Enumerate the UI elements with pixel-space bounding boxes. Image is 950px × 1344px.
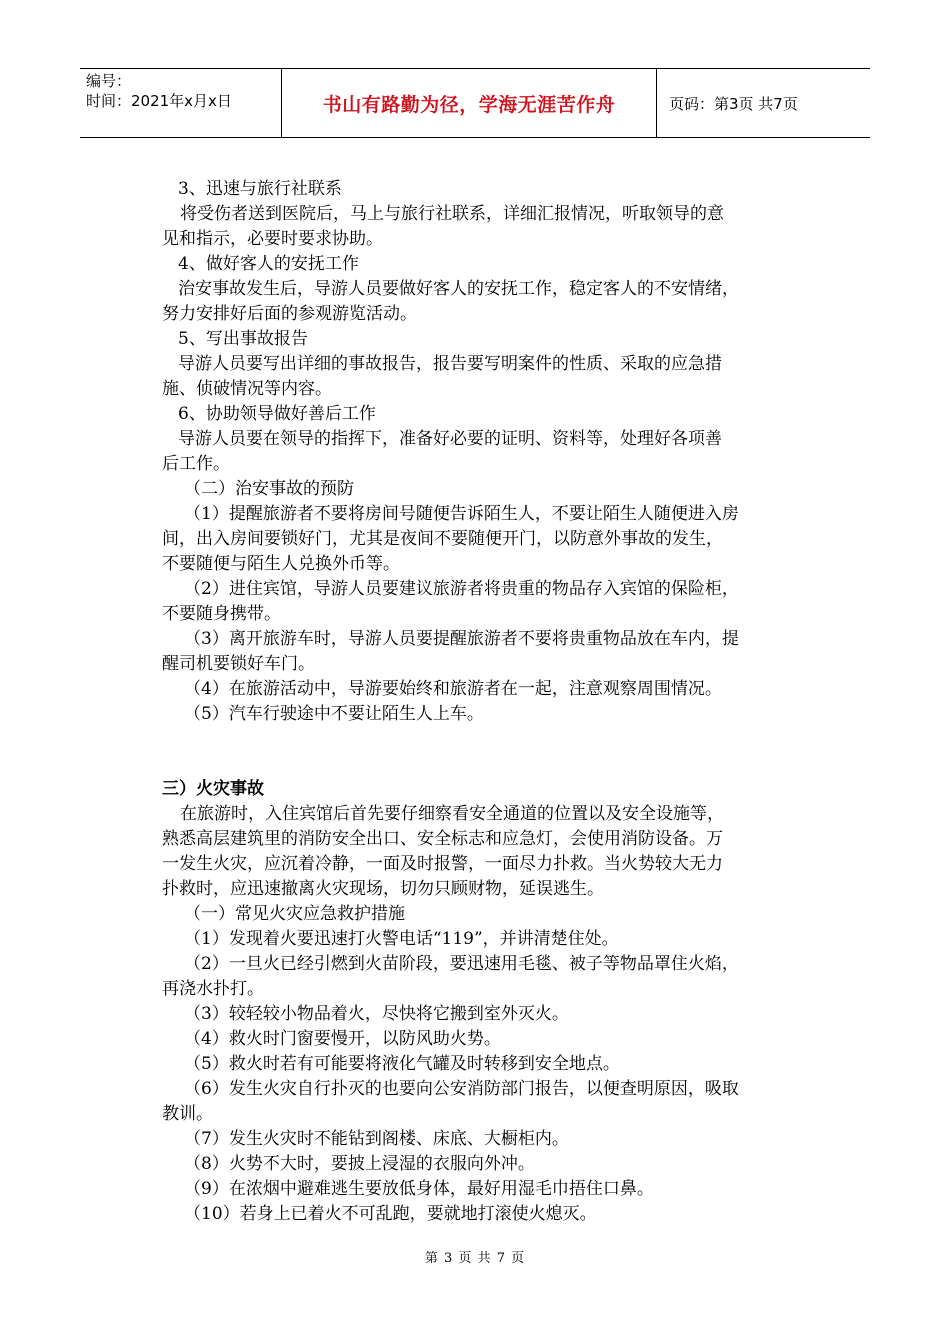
paragraph-line: （一）常见火灾应急救护措施 xyxy=(184,904,405,924)
header-page-cell xyxy=(657,69,870,137)
header-meta xyxy=(80,69,282,137)
header-motto-cell xyxy=(282,69,657,137)
paragraph-line: （1）提醒旅游者不要将房间号随便告诉陌生人，不要让陌生人随便进入房 xyxy=(184,504,739,524)
paragraph-line: （3）离开旅游车时，导游人员要提醒旅游者不要将贵重物品放在车内，提 xyxy=(184,629,739,649)
paragraph-line: （5）汽车行驶途中不要让陌生人上车。 xyxy=(184,704,484,724)
paragraph-line: （5）救火时若有可能要将液化气罐及时转移到安全地点。 xyxy=(184,1054,620,1074)
paragraph-line: 6、协助领导做好善后工作 xyxy=(178,404,376,424)
paragraph-line: （8）火势不大时，要披上浸湿的衣服向外冲。 xyxy=(184,1154,535,1174)
paragraph-line: （9）在浓烟中避难逃生要放低身体，最好用湿毛巾捂住口鼻。 xyxy=(184,1179,654,1199)
paragraph-line: 4、做好客人的安抚工作 xyxy=(178,254,359,274)
paragraph-line: 治安事故发生后，导游人员要做好客人的安抚工作，稳定客人的不安情绪， xyxy=(178,279,739,299)
paragraph-line: 不要随便与陌生人兑换外币等。 xyxy=(162,554,400,574)
paragraph-line: 施、侦破情况等内容。 xyxy=(162,379,332,399)
paragraph-line: 导游人员要写出详细的事故报告，报告要写明案件的性质、采取的应急措 xyxy=(178,354,722,374)
paragraph-line: 不要随身携带。 xyxy=(162,604,281,624)
paragraph-line: 醒司机要锁好车门。 xyxy=(162,654,315,674)
paragraph-line: 熟悉高层建筑里的消防安全出口、安全标志和应急灯，会使用消防设备。万 xyxy=(162,829,723,849)
document-date-label: 时间：2021年x月x日 xyxy=(86,92,232,110)
paragraph-line: （2）进住宾馆，导游人员要建议旅游者将贵重的物品存入宾馆的保险柜， xyxy=(184,579,739,599)
paragraph-line: 见和指示，必要时要求协助。 xyxy=(162,229,383,249)
paragraph-line: 一发生火灾，应沉着冷静，一面及时报警，一面尽力扑救。当火势较大无力 xyxy=(162,854,723,874)
paragraph-line: 努力安排好后面的参观游览活动。 xyxy=(162,304,417,324)
paragraph-line: （3）较轻较小物品着火，尽快将它搬到室外灭火。 xyxy=(184,1004,569,1024)
paragraph-line: （10）若身上已着火不可乱跑，要就地打滚使火熄灭。 xyxy=(184,1204,597,1224)
paragraph-line: 3、迅速与旅行社联系 xyxy=(178,179,342,199)
document-body xyxy=(162,177,812,1227)
blank-line xyxy=(162,752,812,777)
paragraph-line: （6）发生火灾自行扑灭的也要向公安消防部门报告，以便查明原因，吸取 xyxy=(184,1079,739,1099)
paragraph-line: 扑救时，应迅速撤离火灾现场，切勿只顾财物，延误逃生。 xyxy=(162,879,604,899)
paragraph-line: （二）治安事故的预防 xyxy=(184,479,354,499)
header-page-info: 页码：第3页 共7页 xyxy=(669,94,798,113)
header-motto: 书山有路勤为径，学海无涯苦作舟 xyxy=(322,93,616,116)
paragraph-line: 导游人员要在领导的指挥下，准备好必要的证明、资料等，处理好各项善 xyxy=(178,429,722,449)
paragraph-line: 再浇水扑打。 xyxy=(162,979,264,999)
paragraph-line: （7）发生火灾时不能钻到阁楼、床底、大橱柜内。 xyxy=(184,1129,569,1149)
paragraph-line: 5、写出事故报告 xyxy=(178,329,308,349)
page-footer: 第 3 页 共 7 页 xyxy=(424,1251,526,1266)
document-number-label: 编号： xyxy=(86,72,132,90)
paragraph-line: （4）救火时门窗要慢开，以防风助火势。 xyxy=(184,1029,501,1049)
paragraph-line: 教训。 xyxy=(162,1104,213,1124)
paragraph-line: 间，出入房间要锁好门，尤其是夜间不要随便开门，以防意外事故的发生， xyxy=(162,529,723,549)
paragraph-line: （2）一旦火已经引燃到火苗阶段，要迅速用毛毯、被子等物品罩住火焰， xyxy=(184,954,739,974)
section-heading: 三）火灾事故 xyxy=(162,779,264,799)
paragraph-line: 在旅游时，入住宾馆后首先要仔细察看安全通道的位置以及安全设施等， xyxy=(180,804,724,824)
paragraph-line: 将受伤者送到医院后，马上与旅行社联系，详细汇报情况，听取领导的意 xyxy=(180,204,724,224)
paragraph-line: （1）发现着火要迅速打火警电话“119”，并讲清楚住处。 xyxy=(184,929,619,949)
paragraph-line: （4）在旅游活动中，导游要始终和旅游者在一起，注意观察周围情况。 xyxy=(184,679,722,699)
paragraph-line: 后工作。 xyxy=(162,454,230,474)
blank-line xyxy=(162,727,812,752)
page-header xyxy=(80,68,870,138)
